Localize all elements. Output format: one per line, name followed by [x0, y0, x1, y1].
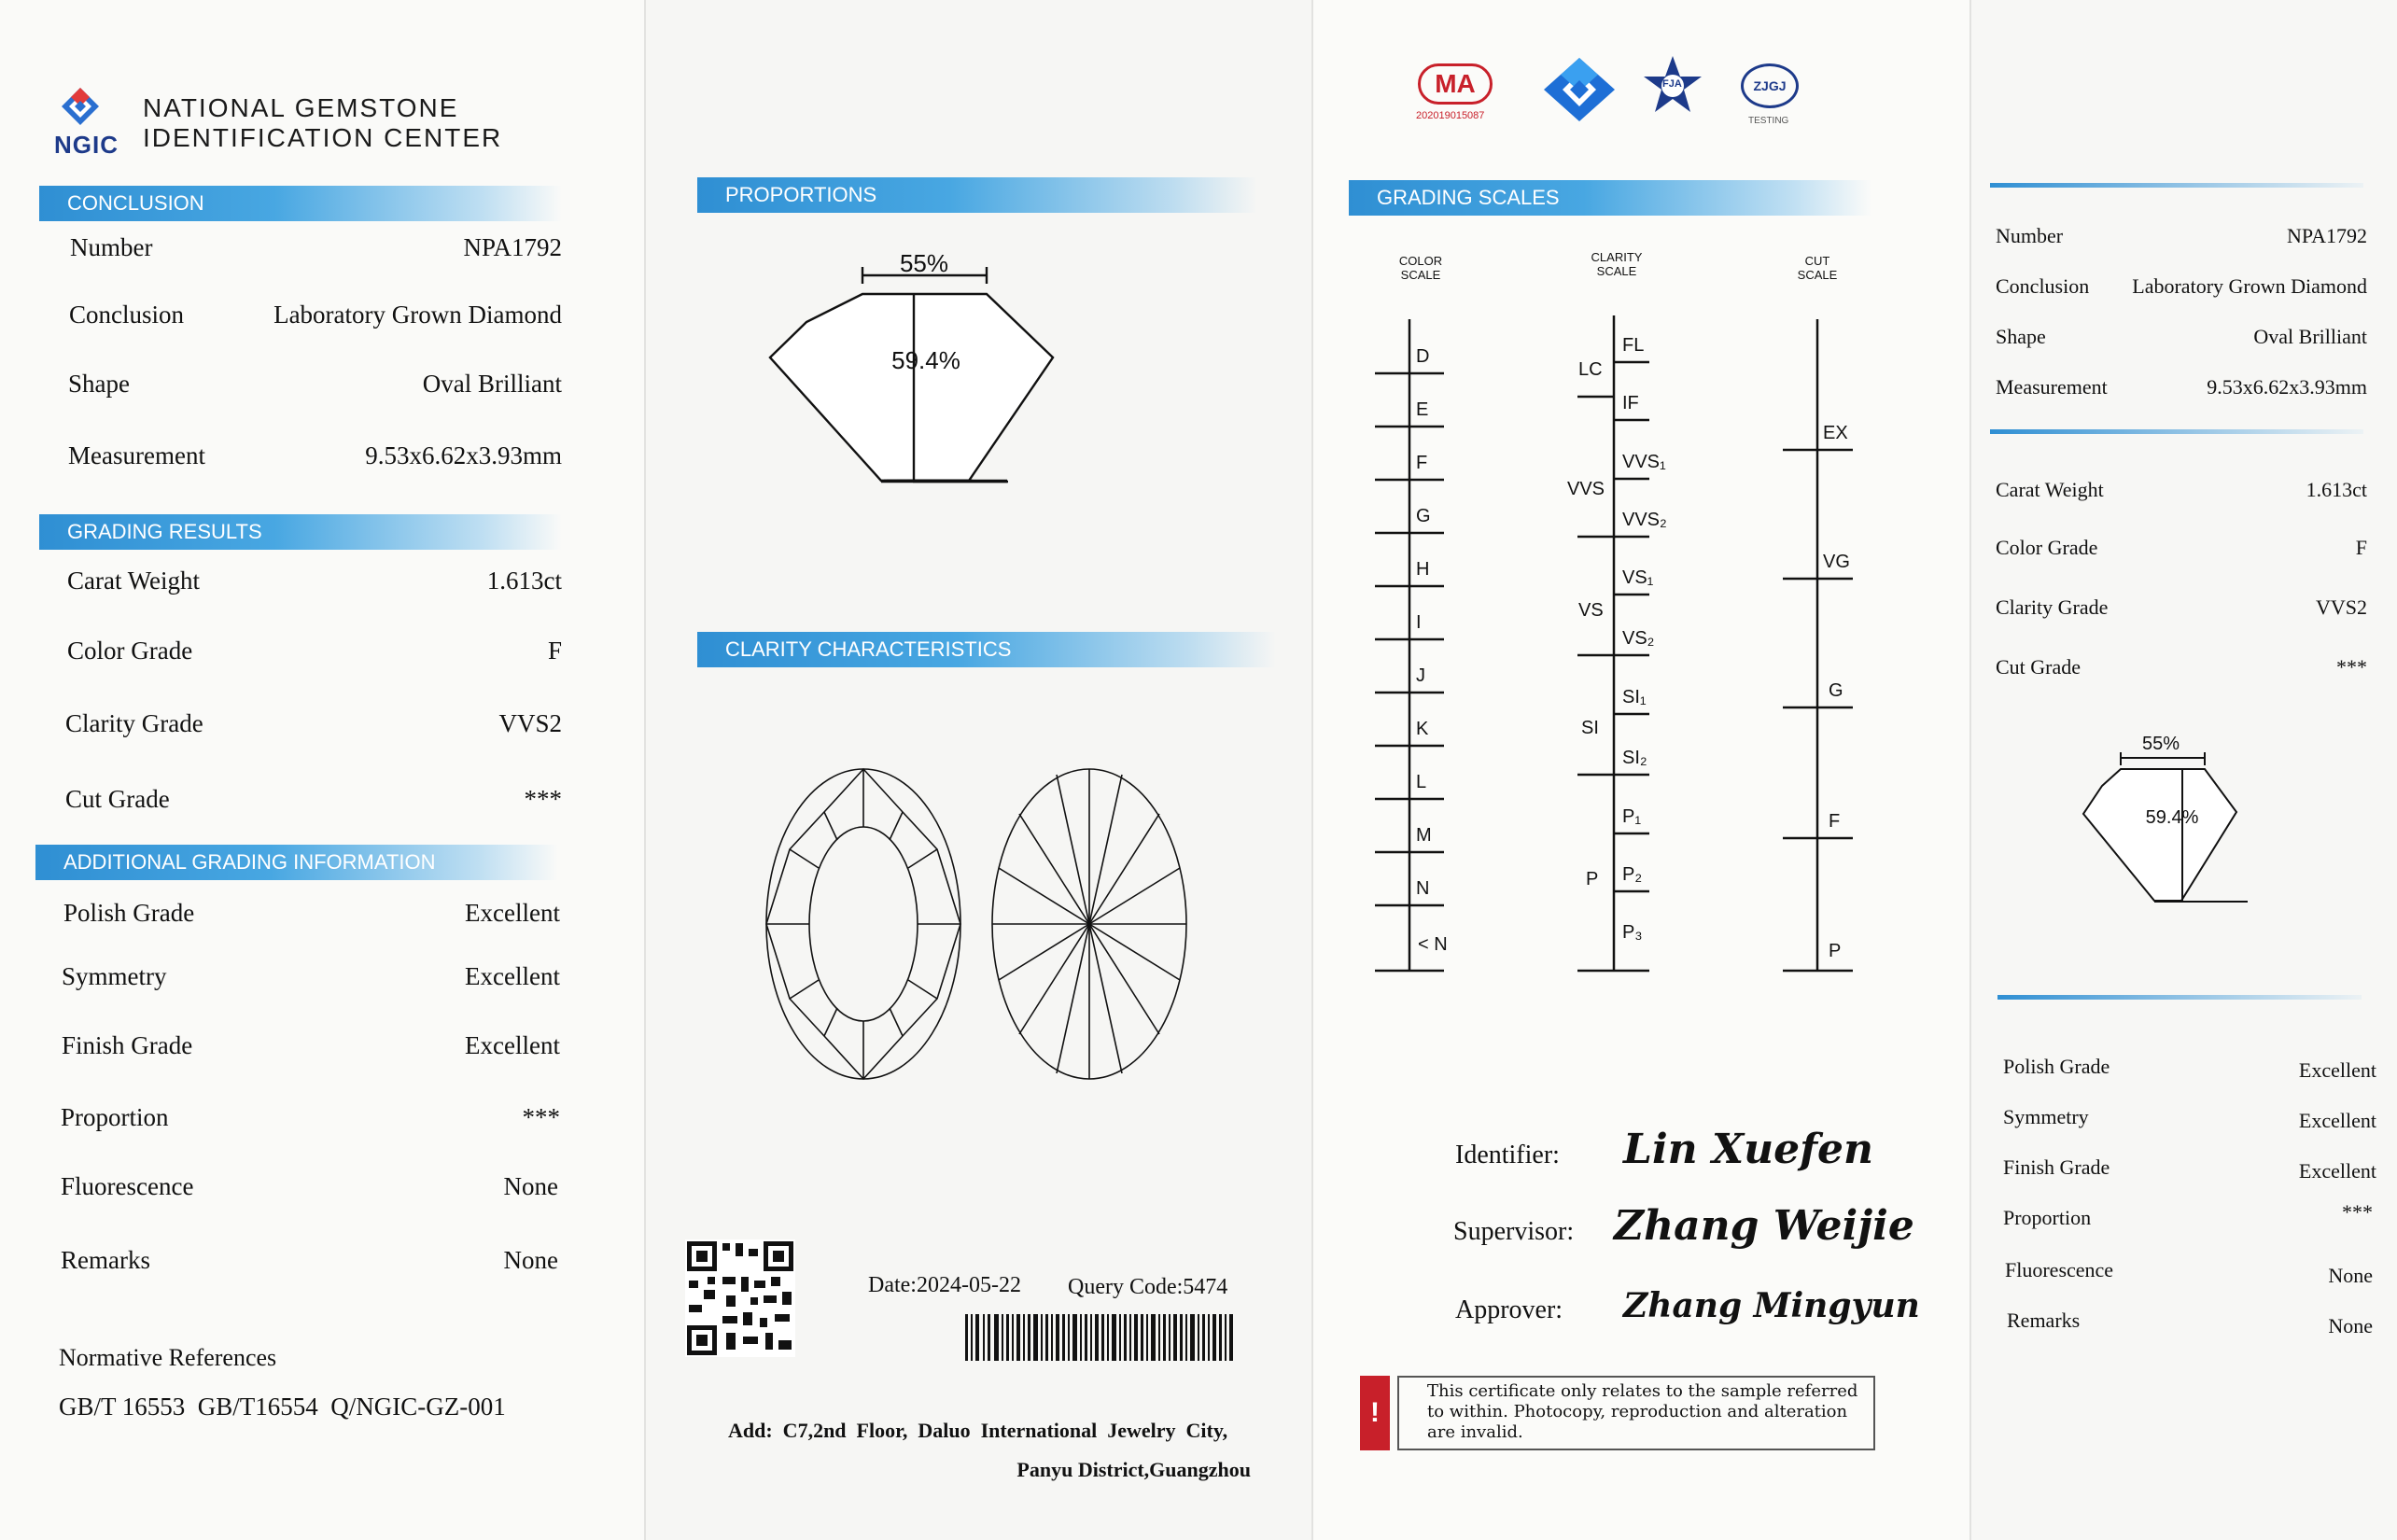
- table-percent: 55%: [899, 249, 949, 277]
- summary-fluorescence-label: Fluorescence: [2005, 1258, 2114, 1281]
- cnas-logo-icon: [1542, 56, 1617, 123]
- summary-measurement-value: 9.53x6.62x3.93mm: [2207, 375, 2367, 399]
- summary-clarity-value: VVS2: [2315, 595, 2367, 619]
- summary-fluorescence-value: None: [2328, 1264, 2373, 1287]
- proportions-banner: PROPORTIONS: [697, 177, 1257, 213]
- clarity-grade-label: VS₂: [1622, 628, 1655, 649]
- summary-symmetry-label: Symmetry: [2003, 1105, 2089, 1128]
- clarity-plot-diagram: [646, 756, 1313, 1092]
- cut-grade-label: EX: [1823, 423, 1848, 443]
- notice-line3: are invalid.: [1427, 1422, 1523, 1442]
- finish-value: Excellent: [465, 1031, 560, 1059]
- clarity-group-label: SI: [1581, 718, 1599, 738]
- logo-abbr: NGIC: [54, 131, 119, 159]
- summary-conclusion-value: Laboratory Grown Diamond: [2132, 274, 2367, 298]
- summary-proportion-value: ***: [2342, 1200, 2373, 1224]
- panel-conclusion: [0, 0, 644, 1540]
- clarity-grade-label: VVS₂: [1622, 510, 1667, 530]
- polish-value: Excellent: [465, 899, 560, 927]
- approver-label: Approver:: [1455, 1295, 1563, 1324]
- clarity-grade-label: P₁: [1622, 806, 1642, 827]
- shape-value: Oval Brilliant: [422, 370, 562, 398]
- polish-label: Polish Grade: [63, 899, 195, 927]
- proportion-row: [0, 1103, 644, 1141]
- summary-clarity-label: Clarity Grade: [1996, 595, 2109, 619]
- summary-shape-label: Shape: [1996, 325, 2046, 348]
- conclusion-row: [0, 301, 644, 338]
- finish-row: [0, 1031, 644, 1069]
- color-grade-label: I: [1416, 612, 1422, 633]
- address-line1: Add: C7,2nd Floor, Daluo International Jewelry City,: [728, 1419, 1228, 1442]
- normative-refs: GB/T 16553 GB/T16554 Q/NGIC-GZ-001: [59, 1393, 506, 1421]
- clarity-characteristics-banner: CLARITY CHARACTERISTICS: [697, 632, 1276, 667]
- color-value: F: [547, 637, 562, 665]
- cut-scale-labels: [1823, 423, 1850, 961]
- cut-value: ***: [524, 785, 562, 813]
- symmetry-value: Excellent: [465, 962, 560, 990]
- cut-grade-label: G: [1829, 680, 1843, 701]
- qr-code-icon: [685, 1239, 795, 1357]
- color-scale-labels: [1416, 346, 1448, 955]
- summary-symmetry-value: Excellent: [2298, 1109, 2376, 1132]
- color-label: Color Grade: [67, 637, 193, 665]
- clarity-grade-label: SI₁: [1622, 687, 1647, 707]
- clarity-group-label: VS: [1578, 600, 1604, 621]
- summary-cut-value: ***: [2336, 655, 2367, 679]
- clarity-grade-label: P₃: [1622, 922, 1643, 943]
- notice-line1: This certificate only relates to the sample referred: [1427, 1381, 1858, 1401]
- carat-value: 1.613ct: [486, 567, 562, 595]
- panel-scales: [1311, 0, 1971, 1540]
- cut-grade-label: F: [1829, 811, 1841, 832]
- summary-shape-value: Oval Brilliant: [2253, 325, 2367, 348]
- carat-label: Carat Weight: [67, 567, 201, 595]
- summary-carat-value: 1.613ct: [2306, 478, 2367, 501]
- finish-label: Finish Grade: [62, 1031, 193, 1059]
- crown-view: [766, 769, 960, 1079]
- color-grade-label: H: [1416, 559, 1430, 580]
- summary-finish-value: Excellent: [2298, 1159, 2376, 1183]
- clarity-scale-title: CLARITY SCALE: [1591, 250, 1643, 278]
- color-grade-label: M: [1416, 825, 1432, 846]
- proportions-diagram: [646, 243, 1313, 504]
- cma-logo-icon: MA: [1418, 63, 1493, 105]
- summary-finish-label: Finish Grade: [2003, 1155, 2110, 1179]
- summary-color-label: Color Grade: [1996, 536, 2098, 559]
- supervisor-signature: Zhang Weijie: [1614, 1202, 1914, 1250]
- number-label: Number: [70, 233, 153, 261]
- number-value: NPA1792: [463, 233, 562, 261]
- measurement-row: [0, 441, 644, 479]
- symmetry-label: Symmetry: [62, 962, 167, 990]
- summary-number-value: NPA1792: [2287, 224, 2367, 247]
- zjgj-logo-icon: ZJGJ: [1741, 63, 1799, 108]
- panel-diagrams: [644, 0, 1313, 1540]
- summary-proportions-diagram: [1971, 728, 2397, 915]
- conclusion-label: Conclusion: [69, 301, 185, 329]
- approver-signature: Zhang Mingyun: [1623, 1286, 1920, 1325]
- date-text: Date:2024-05-22: [868, 1273, 1021, 1297]
- measurement-label: Measurement: [68, 441, 205, 469]
- number-row: [0, 233, 644, 271]
- clarity-group-label: VVS: [1567, 479, 1605, 499]
- summary-remarks-value: None: [2328, 1314, 2373, 1337]
- panel-summary: [1969, 0, 2397, 1540]
- color-grade-label: J: [1416, 665, 1425, 686]
- summary-remarks-label: Remarks: [2007, 1309, 2081, 1332]
- identifier-label: Identifier:: [1455, 1141, 1560, 1169]
- query-code-text: Query Code:5474: [1068, 1275, 1228, 1299]
- notice-box: [1397, 1376, 1875, 1450]
- cut-grade-label: VG: [1823, 552, 1850, 572]
- color-grade-label: N: [1416, 878, 1430, 899]
- identifier-signature: Lin Xuefen: [1623, 1126, 1873, 1173]
- color-grade-label: G: [1416, 506, 1431, 526]
- grading-scales-banner: GRADING SCALES: [1349, 180, 1871, 216]
- color-grade-label: L: [1416, 772, 1427, 792]
- clarity-group-label: LC: [1578, 359, 1603, 380]
- org-title-line2: IDENTIFICATION CENTER: [143, 123, 503, 152]
- summary-measurement-label: Measurement: [1996, 375, 2108, 399]
- remarks-row: [0, 1246, 644, 1283]
- polish-row: [0, 899, 644, 936]
- remarks-value: None: [503, 1246, 558, 1274]
- color-scale-title: COLOR SCALE: [1398, 254, 1443, 282]
- color-grade-label: K: [1416, 719, 1429, 739]
- depth-percent: 59.4%: [891, 346, 960, 374]
- shape-row: [0, 370, 644, 407]
- color-row: [0, 637, 644, 674]
- supervisor-label: Supervisor:: [1453, 1217, 1575, 1246]
- cut-label: Cut Grade: [65, 785, 170, 813]
- clarity-grade-label: FL: [1622, 335, 1645, 356]
- clarity-grade-label: VS₁: [1622, 567, 1654, 588]
- grading-scales-chart: [1313, 308, 1971, 980]
- clarity-grade-label: SI₂: [1622, 748, 1647, 768]
- clarity-scale-labels: [1567, 335, 1667, 943]
- conclusion-banner: CONCLUSION: [39, 186, 562, 221]
- ngic-logo-icon: [60, 86, 101, 127]
- measurement-value: 9.53x6.62x3.93mm: [365, 441, 562, 469]
- shape-label: Shape: [68, 370, 130, 398]
- org-title-line1: NATIONAL GEMSTONE: [143, 93, 459, 122]
- normative-title: Normative References: [59, 1344, 277, 1371]
- summary-proportion-label: Proportion: [2003, 1206, 2092, 1229]
- testing-text: TESTING: [1748, 116, 1789, 126]
- summary-depth-percent: 59.4%: [2145, 807, 2199, 828]
- proportion-value: ***: [522, 1103, 560, 1131]
- cma-number: 202019015087: [1416, 110, 1485, 121]
- cut-grade-label: P: [1829, 941, 1842, 961]
- clarity-row: [0, 709, 644, 747]
- pavilion-view: [992, 769, 1186, 1079]
- divider: [1998, 995, 2362, 1000]
- summary-carat-label: Carat Weight: [1996, 478, 2104, 501]
- proportion-label: Proportion: [61, 1103, 169, 1131]
- remarks-label: Remarks: [61, 1246, 150, 1274]
- summary-cut-label: Cut Grade: [1996, 655, 2082, 679]
- fluorescence-value: None: [503, 1172, 558, 1200]
- divider: [1990, 429, 2363, 434]
- symmetry-row: [0, 962, 644, 1000]
- fluorescence-label: Fluorescence: [61, 1172, 194, 1200]
- fja-text: FJA: [1662, 78, 1682, 90]
- color-grade-label: D: [1416, 346, 1430, 367]
- summary-polish-label: Polish Grade: [2003, 1055, 2110, 1078]
- additional-banner: ADDITIONAL GRADING INFORMATION: [35, 845, 558, 880]
- summary-table-percent: 55%: [2141, 734, 2180, 754]
- address-line2: Panyu District,Guangzhou: [1016, 1458, 1251, 1481]
- summary-color-value: F: [2355, 536, 2367, 559]
- grading-results-banner: GRADING RESULTS: [39, 514, 562, 550]
- clarity-label: Clarity Grade: [65, 709, 203, 737]
- clarity-value: VVS2: [498, 709, 562, 737]
- summary-number-label: Number: [1996, 224, 2064, 247]
- cut-scale-title: CUT SCALE: [1797, 254, 1838, 282]
- notice-line2: to within. Photocopy, reproduction and alteration: [1427, 1402, 1848, 1421]
- cut-row: [0, 785, 644, 822]
- warning-icon: !: [1360, 1376, 1390, 1450]
- barcode-icon: [965, 1314, 1236, 1361]
- divider: [1990, 183, 2363, 188]
- conclusion-value: Laboratory Grown Diamond: [273, 301, 562, 329]
- color-grade-label: F: [1416, 453, 1428, 473]
- color-grade-label: E: [1416, 399, 1429, 420]
- carat-row: [0, 567, 644, 604]
- fluorescence-row: [0, 1172, 644, 1210]
- summary-conclusion-label: Conclusion: [1996, 274, 2090, 298]
- clarity-grade-label: VVS₁: [1622, 452, 1666, 472]
- color-grade-label: < N: [1418, 934, 1448, 955]
- clarity-group-label: P: [1586, 869, 1599, 889]
- clarity-grade-label: P₂: [1622, 864, 1643, 885]
- summary-polish-value: Excellent: [2298, 1058, 2376, 1082]
- clarity-grade-label: IF: [1622, 393, 1639, 413]
